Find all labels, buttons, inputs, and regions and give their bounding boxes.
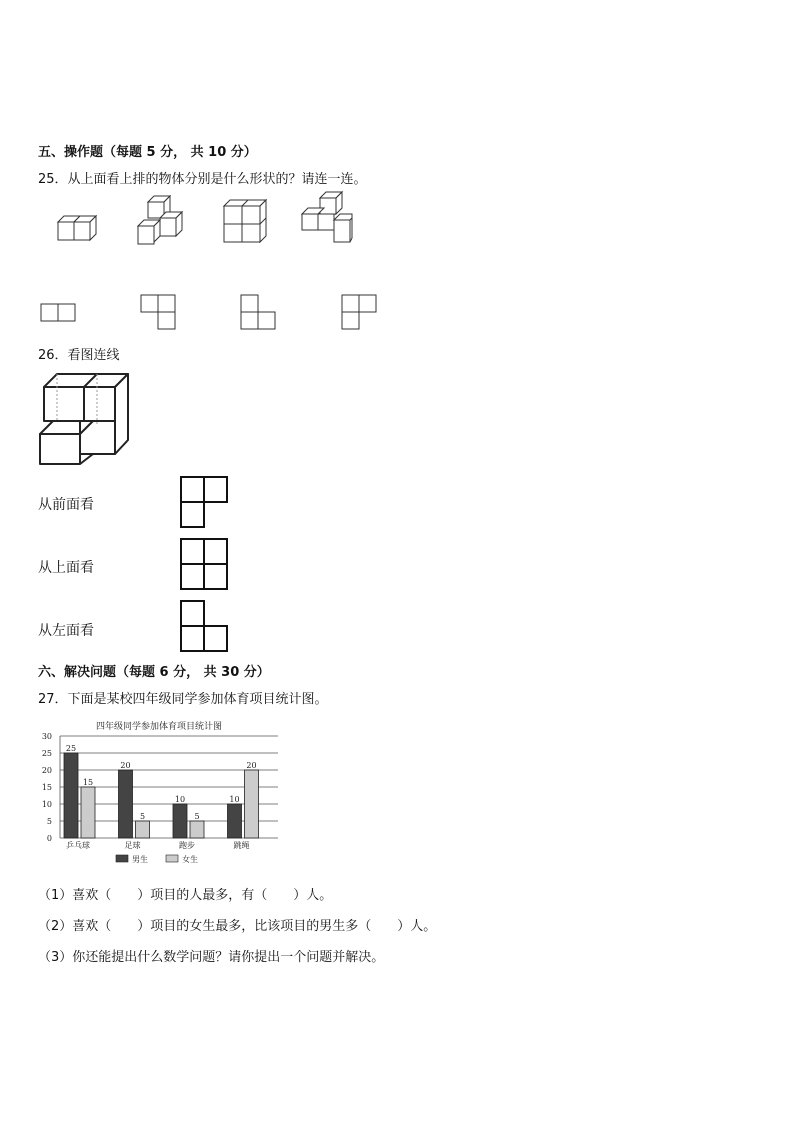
- bar: [81, 787, 95, 838]
- bar: [119, 770, 133, 838]
- bar: [245, 770, 259, 838]
- q25-view-c: [240, 294, 276, 330]
- view-label-top: 从上面看: [38, 560, 94, 576]
- question-27-part-3: （3）你还能提出什么数学问题？请你提出一个问题并解决。: [38, 950, 385, 965]
- section-6-title: 六、解决问题（每题 6 分， 共 30 分）: [38, 665, 270, 680]
- q25-solid-1: [56, 208, 106, 244]
- legend-swatch: [166, 855, 178, 862]
- question-26: 26．看图连线: [38, 348, 120, 363]
- question-27: 27．下面是某校四年级同学参加体育项目统计图。: [38, 692, 328, 707]
- view-label-front: 从前面看: [38, 497, 94, 513]
- bar: [228, 804, 242, 838]
- bar: [190, 821, 204, 838]
- bar: [136, 821, 150, 838]
- q25-view-a: [40, 303, 76, 323]
- y-tick-label: 10: [41, 800, 52, 809]
- x-tick-label: 乒乓球: [66, 841, 90, 850]
- bar: [64, 753, 78, 838]
- y-tick-label: 5: [46, 817, 52, 826]
- q25-view-d: [341, 294, 377, 330]
- q25-solid-2: [136, 196, 188, 248]
- data-label: 25: [65, 744, 77, 753]
- bar: [173, 804, 187, 838]
- y-tick-label: 15: [41, 783, 52, 792]
- data-label: 10: [229, 795, 240, 804]
- x-tick-label: 足球: [124, 841, 141, 850]
- q25-solid-4: [300, 192, 356, 246]
- q25-view-b: [140, 294, 176, 330]
- y-tick-label: 20: [41, 766, 52, 775]
- section-5-title: 五、操作题（每题 5 分， 共 10 分）: [38, 145, 257, 160]
- legend-swatch: [116, 855, 128, 862]
- question-27-part-1: （1）喜欢（ ）项目的人最多，有（ ）人。: [38, 888, 333, 903]
- legend-label: 女生: [182, 855, 198, 864]
- q25-solid-3: [222, 198, 268, 244]
- bar-chart: [36, 714, 286, 870]
- x-tick-label: 跳绳: [233, 841, 250, 850]
- y-tick-label: 0: [46, 834, 52, 843]
- legend-label: 男生: [132, 855, 148, 864]
- question-25: 25．从上面看上排的物体分别是什么形状的？请连一连。: [38, 172, 367, 187]
- q26-view-option-1: [180, 476, 230, 530]
- q26-view-option-3: [180, 600, 230, 654]
- q26-solid: [40, 372, 130, 466]
- data-label: 20: [120, 761, 131, 770]
- data-label: 10: [174, 795, 186, 804]
- y-tick-label: 25: [41, 749, 52, 758]
- q26-view-option-2: [180, 538, 230, 592]
- data-label: 20: [246, 761, 257, 770]
- data-label: 15: [82, 778, 94, 787]
- chart-title: 四年级同学参加体育项目统计图: [95, 722, 223, 732]
- data-label: 5: [139, 812, 146, 821]
- x-tick-label: 跑步: [179, 841, 195, 850]
- y-tick-label: 30: [41, 732, 52, 741]
- data-label: 5: [194, 812, 200, 821]
- view-label-left: 从左面看: [38, 623, 94, 639]
- question-27-part-2: （2）喜欢（ ）项目的女生最多，比该项目的男生多（ ）人。: [38, 919, 437, 934]
